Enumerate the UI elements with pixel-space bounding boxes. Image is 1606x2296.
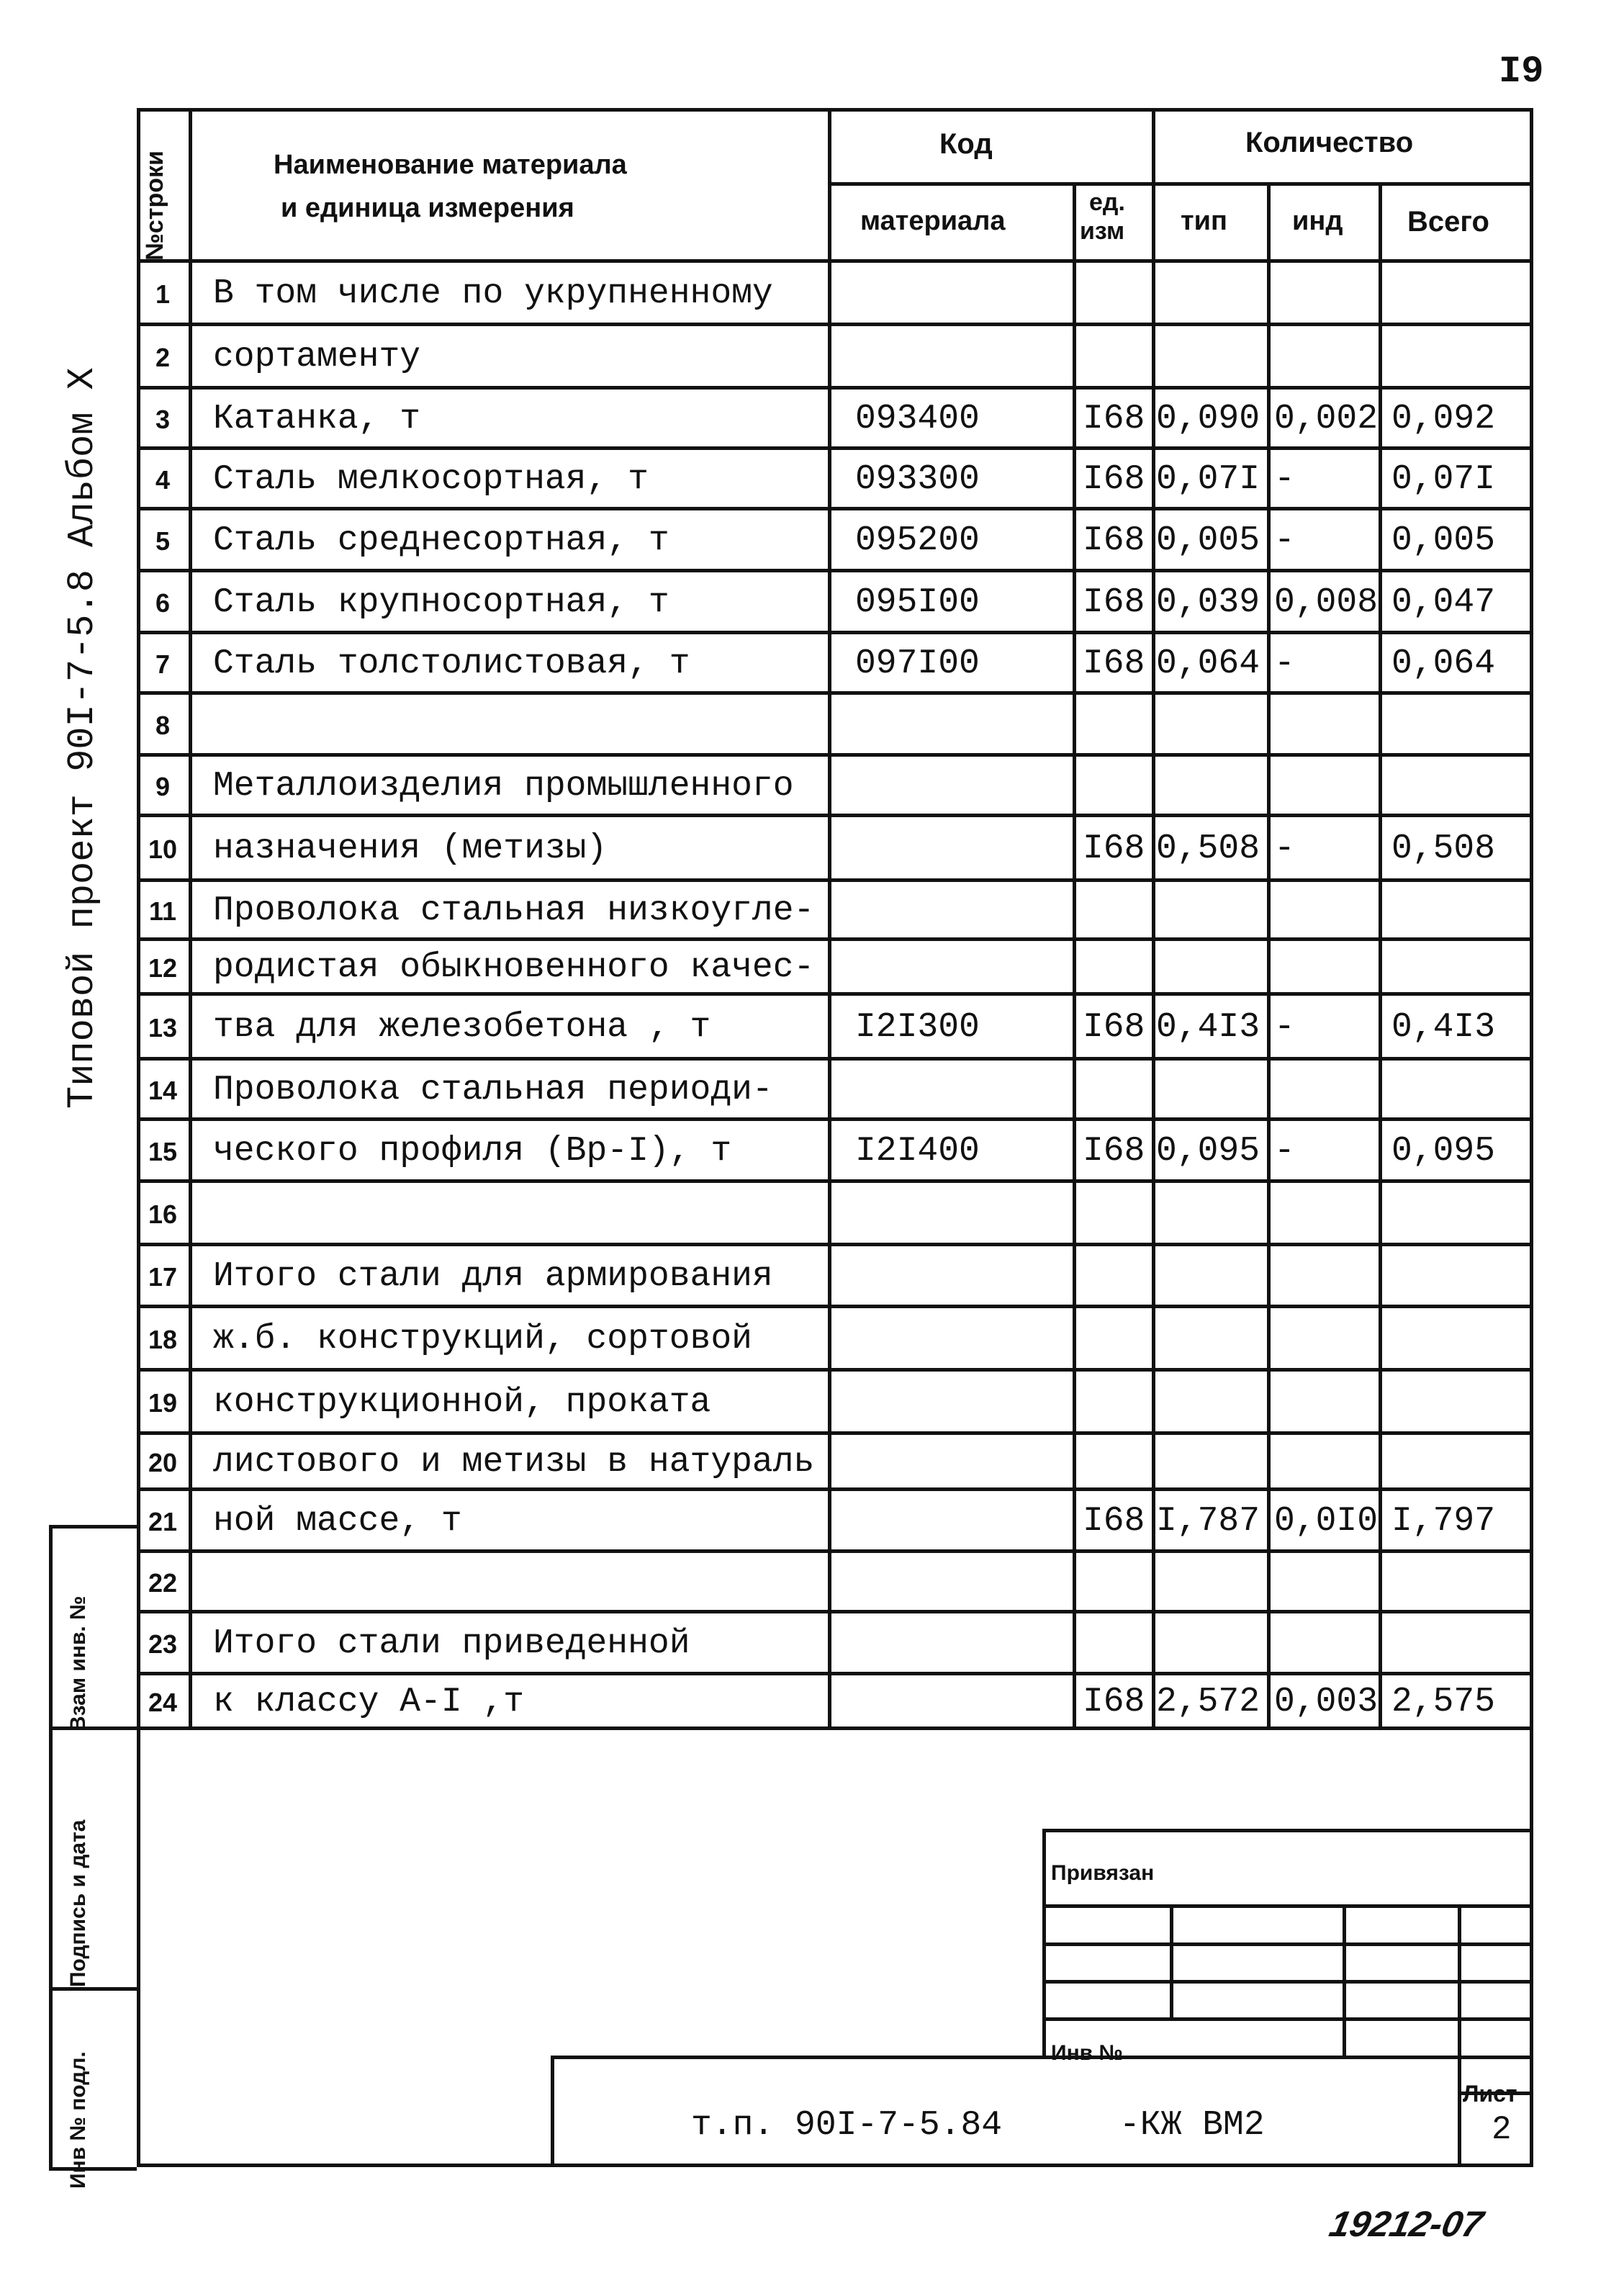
row-divider (137, 1368, 1530, 1372)
row-number: 22 (148, 1568, 178, 1598)
header-name-line1: Наименование материала (274, 150, 627, 180)
unit-code: I68 (1083, 829, 1145, 868)
header-name-line2: и единица измерения (281, 193, 574, 223)
row-divider (137, 1610, 1530, 1613)
header-unit-line1: ед. (1089, 189, 1125, 216)
privyazan-label: Привязан (1051, 1861, 1155, 1885)
qty-tip: I,787 (1156, 1502, 1260, 1541)
material-name: В том числе по укрупненному (213, 274, 773, 313)
header-code: Код (939, 128, 993, 160)
stamp-label-signature-date: Подпись и дата (66, 1819, 90, 1987)
row-divider (137, 691, 1530, 695)
row-number: 5 (155, 526, 171, 556)
header-mid-line (828, 182, 1530, 186)
row-number: 14 (148, 1076, 178, 1105)
material-name: Сталь толстолистовая, т (213, 644, 690, 683)
material-name: к классу А-I ,т (213, 1683, 525, 1721)
material-code: 095I00 (855, 583, 980, 622)
unit-code: I68 (1083, 1683, 1145, 1721)
col-divider-total (1379, 182, 1382, 1726)
stamp-strip-top (49, 1525, 137, 1529)
sheet-number: 2 (1492, 2111, 1512, 2148)
header-ind: инд (1292, 206, 1343, 236)
unit-code: I68 (1083, 1502, 1145, 1541)
tb-main-top (551, 2056, 1530, 2059)
row-number: 20 (148, 1448, 178, 1477)
tb-main-left (551, 2056, 554, 2164)
material-name: родистая обыкновенного качес- (213, 948, 815, 987)
row-number: 2 (155, 343, 171, 372)
row-number: 24 (148, 1688, 178, 1717)
qty-tip: 2,572 (1156, 1683, 1260, 1721)
material-name: Проволока стальная низкоугле- (213, 891, 815, 930)
qty-ind: 0,0I0 (1274, 1502, 1379, 1541)
tb-col3 (1458, 1904, 1461, 2164)
qty-total: 0,4I3 (1391, 1008, 1496, 1047)
tb-top (1042, 1829, 1530, 1832)
table-bottom-line (137, 1726, 1530, 1730)
qty-tip: 0,005 (1156, 521, 1260, 560)
row-number: 11 (148, 896, 177, 926)
tb-row3 (1042, 1980, 1530, 1984)
row-divider (137, 992, 1530, 996)
header-row-no: №строки (141, 150, 168, 261)
row-number: 17 (148, 1262, 178, 1292)
qty-tip: 0,07I (1156, 460, 1260, 499)
qty-ind: - (1274, 1008, 1295, 1047)
footer-number: 19212-07 (1326, 2204, 1487, 2244)
unit-code: I68 (1083, 521, 1145, 560)
stamp-label-inv-podl: Инв № подл. (66, 2051, 90, 2189)
material-name: Итого стали приведенной (213, 1624, 690, 1663)
row-number: 8 (155, 711, 171, 740)
qty-total: 0,064 (1391, 644, 1496, 683)
col-divider-ind (1267, 182, 1271, 1726)
header-total: Всего (1407, 206, 1489, 238)
page-number: I9 (1499, 50, 1544, 93)
material-name: тва для железобетона , т (213, 1008, 711, 1047)
row-number: 4 (155, 465, 171, 495)
row-number: 12 (148, 953, 178, 983)
row-divider (137, 937, 1530, 941)
tb-row2 (1042, 1942, 1530, 1946)
row-divider (137, 1179, 1530, 1183)
inv-no-label: Инв № (1051, 2041, 1123, 2065)
qty-ind: 0,003 (1274, 1683, 1379, 1721)
stamp-strip-bottom (49, 2167, 137, 2171)
material-name: Металлоизделия промышленного (213, 767, 794, 806)
row-number: 9 (155, 772, 171, 801)
doc-code: -КЖ ВМ2 (1119, 2106, 1265, 2145)
row-divider (137, 814, 1530, 817)
material-name: ж.б. конструкций, сортовой (213, 1320, 752, 1359)
row-number: 3 (155, 405, 171, 434)
unit-code: I68 (1083, 1008, 1145, 1047)
sheet-label: Лист (1463, 2081, 1517, 2107)
qty-total: 0,508 (1391, 829, 1496, 868)
row-divider (137, 878, 1530, 882)
row-number: 6 (155, 588, 171, 618)
col-divider-tip (1152, 108, 1155, 1726)
stamp-strip-div1 (49, 1726, 137, 1730)
row-divider (137, 1431, 1530, 1435)
qty-ind: - (1274, 1132, 1295, 1171)
material-name: конструкционной, проката (213, 1383, 711, 1422)
row-divider (137, 753, 1530, 757)
material-code: I2I400 (855, 1132, 980, 1171)
qty-ind: - (1274, 829, 1295, 868)
row-divider (137, 446, 1530, 450)
unit-code: I68 (1083, 583, 1145, 622)
col-divider-code (828, 108, 831, 1726)
material-name: Катанка, т (213, 400, 421, 438)
row-divider (137, 1243, 1530, 1246)
table-left-border (137, 108, 140, 2167)
header-quantity: Количество (1245, 127, 1414, 158)
qty-ind: 0,002 (1274, 400, 1379, 438)
material-name: ной массе, т (213, 1502, 462, 1541)
material-name: Проволока стальная периоди- (213, 1071, 773, 1109)
tb-col1 (1170, 1904, 1173, 2017)
table-top-border (137, 108, 1530, 112)
qty-total: I,797 (1391, 1502, 1496, 1541)
material-code: 093400 (855, 400, 980, 438)
qty-tip: 0,064 (1156, 644, 1260, 683)
qty-tip: 0,4I3 (1156, 1008, 1260, 1047)
row-divider (137, 386, 1530, 390)
qty-total: 0,07I (1391, 460, 1496, 499)
qty-ind: 0,008 (1274, 583, 1379, 622)
col-divider-name (189, 108, 192, 1726)
header-unit-line2: изм (1080, 217, 1125, 245)
qty-total: 2,575 (1391, 1683, 1496, 1721)
row-number: 7 (155, 649, 171, 679)
col-divider-unit (1073, 182, 1076, 1726)
row-number: 18 (148, 1325, 178, 1354)
sheet-bottom-line (137, 2164, 1530, 2167)
stamp-label-replace-inv: Взам инв. № (66, 1595, 90, 1732)
unit-code: I68 (1083, 460, 1145, 499)
qty-tip: 0,039 (1156, 583, 1260, 622)
stamp-strip-left (49, 1525, 53, 2167)
qty-total: 0,005 (1391, 521, 1496, 560)
row-divider (137, 507, 1530, 510)
material-name: ческого профиля (Вр-I), т (213, 1132, 732, 1171)
tb-row4 (1042, 2017, 1530, 2021)
row-number: 1 (155, 279, 171, 309)
row-divider (137, 631, 1530, 634)
table-right-border (1530, 108, 1533, 2167)
material-code: I2I300 (855, 1008, 980, 1047)
row-divider (137, 569, 1530, 572)
row-number: 13 (148, 1013, 178, 1043)
row-divider (137, 1117, 1530, 1121)
project-title: Типовой проект 90I-7-5.8 Альбом X (61, 367, 104, 1109)
qty-tip: 0,508 (1156, 829, 1260, 868)
qty-total: 0,095 (1391, 1132, 1496, 1171)
stamp-strip-div2 (49, 1987, 137, 1991)
row-number: 10 (148, 834, 178, 864)
material-code: 095200 (855, 521, 980, 560)
qty-ind: - (1274, 521, 1295, 560)
material-name: назначения (метизы) (213, 829, 608, 868)
row-divider (137, 323, 1530, 326)
header-material: материала (860, 206, 1006, 236)
material-code: 097I00 (855, 644, 980, 683)
qty-ind: - (1274, 460, 1295, 499)
material-name: сортаменту (213, 338, 421, 377)
qty-ind: - (1274, 644, 1295, 683)
tb-col2 (1343, 1904, 1346, 2056)
material-name: Итого стали для армирования (213, 1257, 773, 1296)
row-number: 19 (148, 1388, 178, 1418)
unit-code: I68 (1083, 400, 1145, 438)
header-bottom-line (137, 259, 1530, 263)
header-tip: тип (1181, 206, 1227, 236)
row-divider (137, 1672, 1530, 1675)
row-divider (137, 1549, 1530, 1553)
material-name: листового и метизы в натураль (213, 1443, 815, 1482)
designation: т.п. 90I-7-5.84 (691, 2106, 1003, 2145)
qty-tip: 0,095 (1156, 1132, 1260, 1171)
material-name: Сталь крупносортная, т (213, 583, 669, 622)
row-divider (137, 1057, 1530, 1061)
row-number: 23 (148, 1629, 178, 1659)
qty-tip: 0,090 (1156, 400, 1260, 438)
unit-code: I68 (1083, 644, 1145, 683)
qty-total: 0,047 (1391, 583, 1496, 622)
row-number: 15 (148, 1137, 178, 1166)
tb-row1 (1042, 1904, 1530, 1908)
qty-total: 0,092 (1391, 400, 1496, 438)
row-divider (137, 1487, 1530, 1491)
row-number: 21 (148, 1507, 178, 1536)
material-name: Сталь мелкосортная, т (213, 460, 649, 499)
material-code: 093300 (855, 460, 980, 499)
row-divider (137, 1305, 1530, 1308)
material-name: Сталь среднесортная, т (213, 521, 669, 560)
unit-code: I68 (1083, 1132, 1145, 1171)
row-number: 16 (148, 1199, 178, 1229)
